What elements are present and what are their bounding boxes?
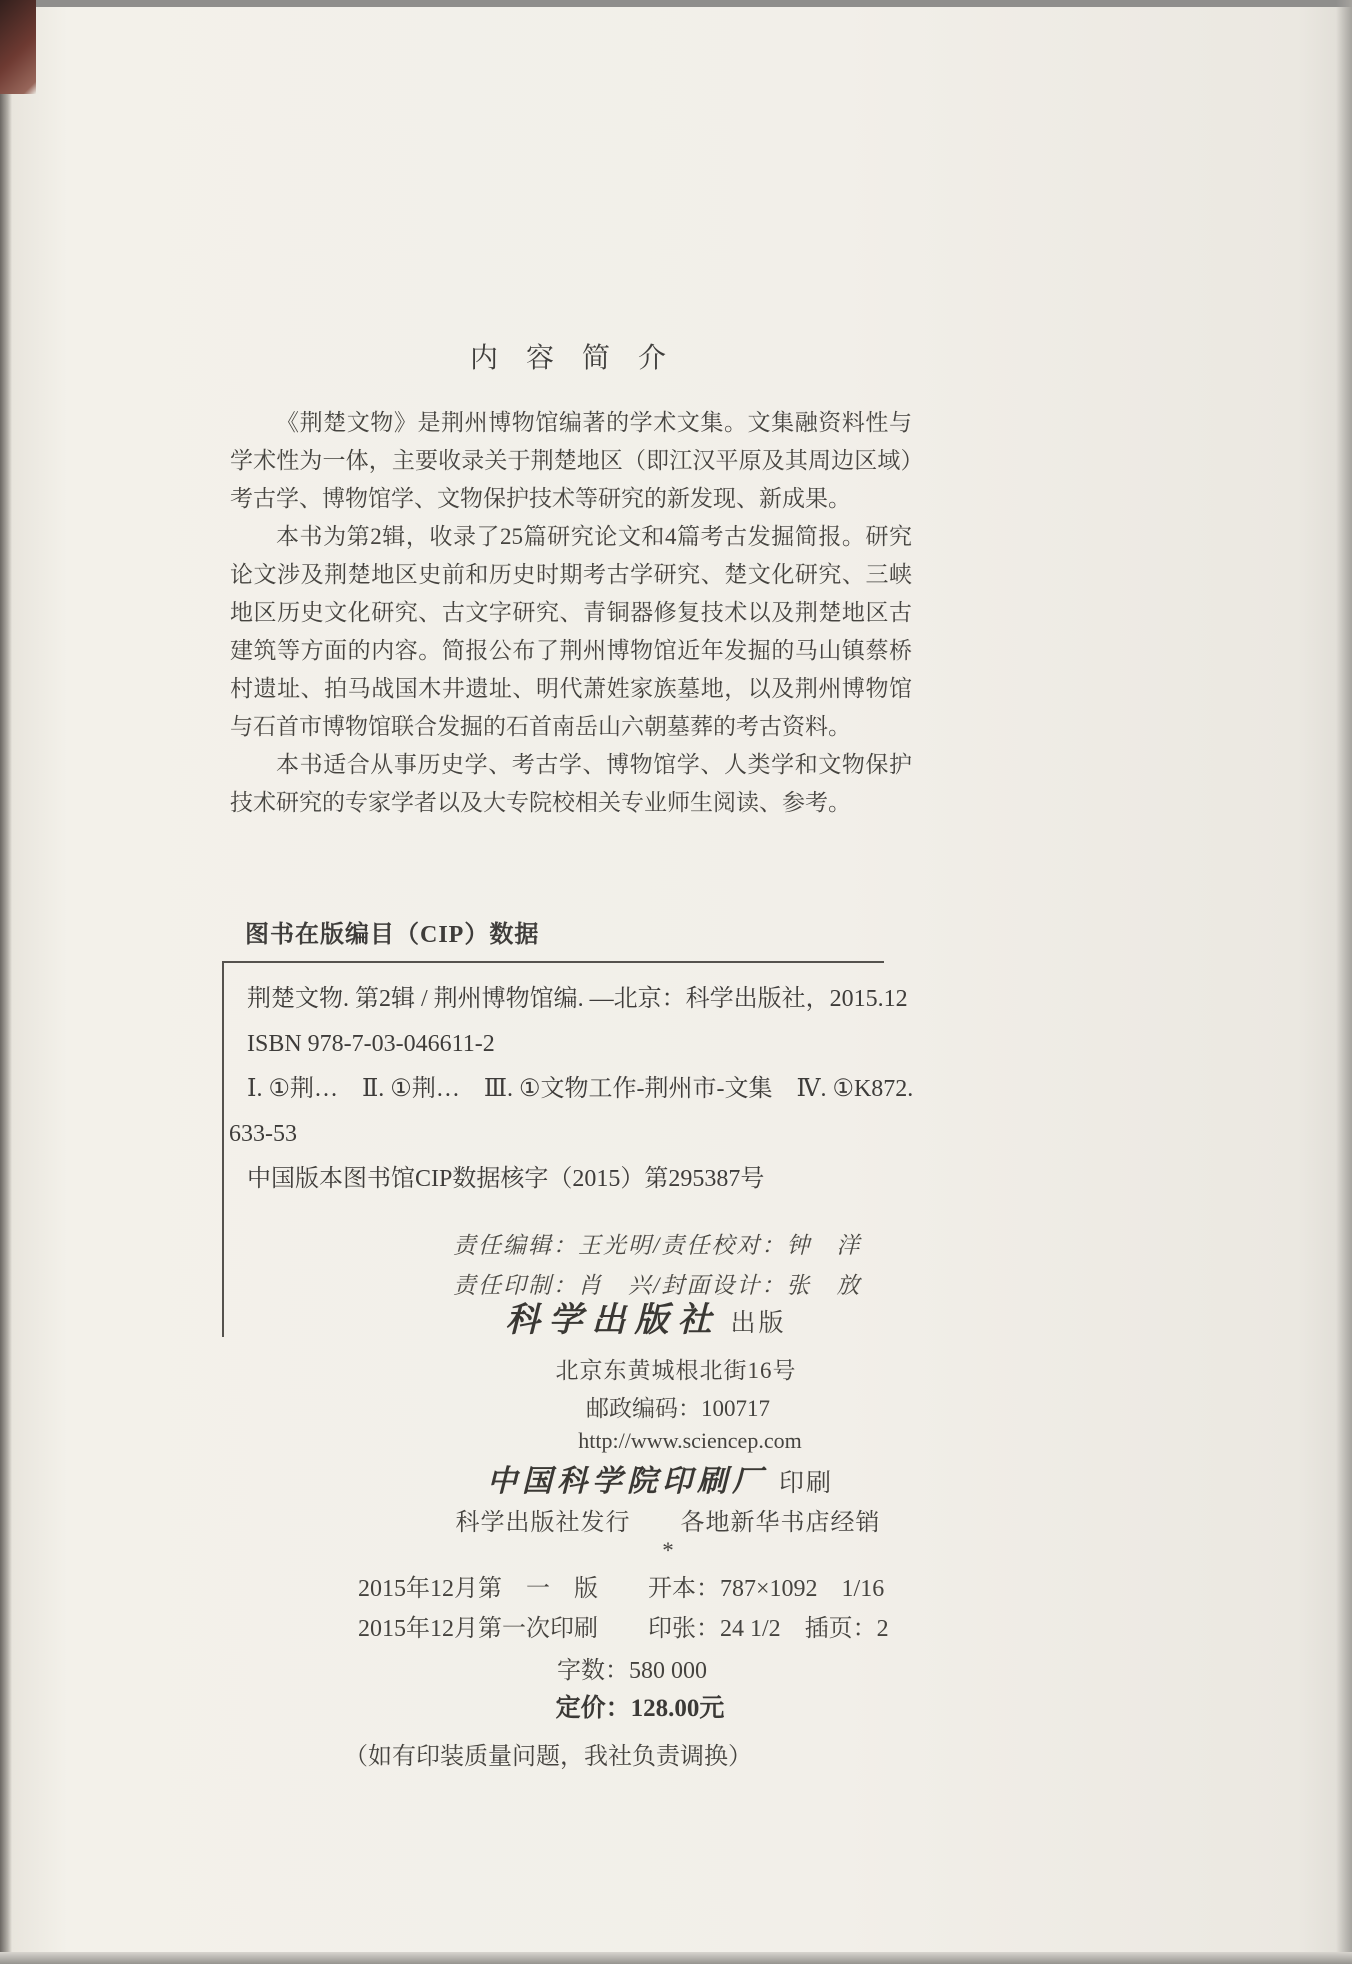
format-spec: 开本：787×1092 1/16: [648, 1576, 885, 1602]
edition-date: 2015年12月第 一 版: [358, 1576, 598, 1602]
scan-edge-top: [0, 0, 1352, 7]
staff-line-editor: 责任编辑：王光明/责任校对：钟 洋: [453, 1233, 862, 1258]
intro-paragraph: 本书为第2辑，收录了25篇研究论文和4篇考古发掘简报。研究论文涉及荆楚地区史前和历史时期考古学研究、楚文化研究、三峡地区历史文化研究、古文字研究、青铜器修复技术以及荆楚地区古建筑等方面的内容。简报公布了荆州博物馆近年发掘的马山镇蔡桥村遗址、拍马战国木井遗址、明代萧姓家族墓地，以及荆州博物馆与石首市博物馆联合发掘的石首南岳山六朝墓葬的考古资料。: [230, 524, 912, 739]
cip-block: [222, 914, 914, 1337]
quality-notice: （如有印装质量问题，我社负责调换）: [344, 1744, 752, 1770]
word-count-line: 字数：580 000: [557, 1658, 707, 1684]
staff-line-design: 责任印制：肖 兴/封面设计：张 放: [453, 1273, 862, 1298]
price-line: [0, 1688, 1316, 1724]
cip-heading: 图书在版编目（CIP）数据: [245, 922, 540, 948]
scan-edge-right: [1336, 0, 1352, 1964]
divider-asterisk: *: [662, 1538, 674, 1563]
printer-logo: 中国科学院印刷厂: [486, 1465, 767, 1498]
publisher-logo: 科学出版社: [505, 1302, 721, 1339]
price-label: 定价：: [555, 1695, 631, 1722]
sheets-spec: 印张：24 1/2 插页：2: [648, 1616, 889, 1642]
distribution-line: 科学出版社发行 各地新华书店经销: [455, 1510, 881, 1536]
cip-isbn-line: ISBN 978-7-03-046611-2: [247, 1031, 495, 1057]
printing-row: [358, 1608, 978, 1643]
publisher-postcode: 邮政编码：100717: [586, 1396, 770, 1421]
cip-record-number-line: 中国版本图书馆CIP数据核字（2015）第295387号: [247, 1166, 765, 1192]
cip-classification-continuation: 633-53: [229, 1121, 297, 1147]
price-value: 128.00元: [630, 1695, 725, 1722]
page-title: 内 容 简 介: [469, 343, 666, 374]
content-summary: [230, 404, 912, 822]
scan-edge-bottom: [0, 1952, 1352, 1964]
publisher-url: http://www.sciencep.com: [578, 1428, 802, 1453]
cip-classification-line: Ⅰ. ①荆… Ⅱ. ①荆… Ⅲ. ①文物工作-荆州市-文集 Ⅳ. ①K872.: [247, 1076, 914, 1102]
printing-date: 2015年12月第一次印刷: [358, 1616, 598, 1642]
cip-body: [222, 961, 914, 1337]
edition-row: [358, 1568, 978, 1603]
printer-line: [0, 1456, 1336, 1500]
publisher-address: 北京东黄城根北街16号: [555, 1358, 797, 1383]
intro-paragraph: 本书适合从事历史学、考古学、博物馆学、人类学和文物保护技术研究的专家学者以及大专院校相关专业师生阅读、参考。: [230, 752, 912, 815]
publisher-line: [0, 1292, 1322, 1341]
printer-role: 印刷: [778, 1470, 833, 1497]
cover-corner-mark: [0, 0, 36, 94]
intro-paragraph: 《荆楚文物》是荆州博物馆编著的学术文集。文集融资料性与学术性为一体，主要收录关于荆楚地区（即江汉平原及其周边区域）考古学、博物馆学、文物保护技术等研究的新发现、新成果。: [230, 410, 912, 511]
publisher-role: 出版: [730, 1310, 787, 1337]
cip-line: 荆楚文物. 第2辑 / 荆州博物馆编. —北京：科学出版社，2015.12: [247, 986, 908, 1012]
